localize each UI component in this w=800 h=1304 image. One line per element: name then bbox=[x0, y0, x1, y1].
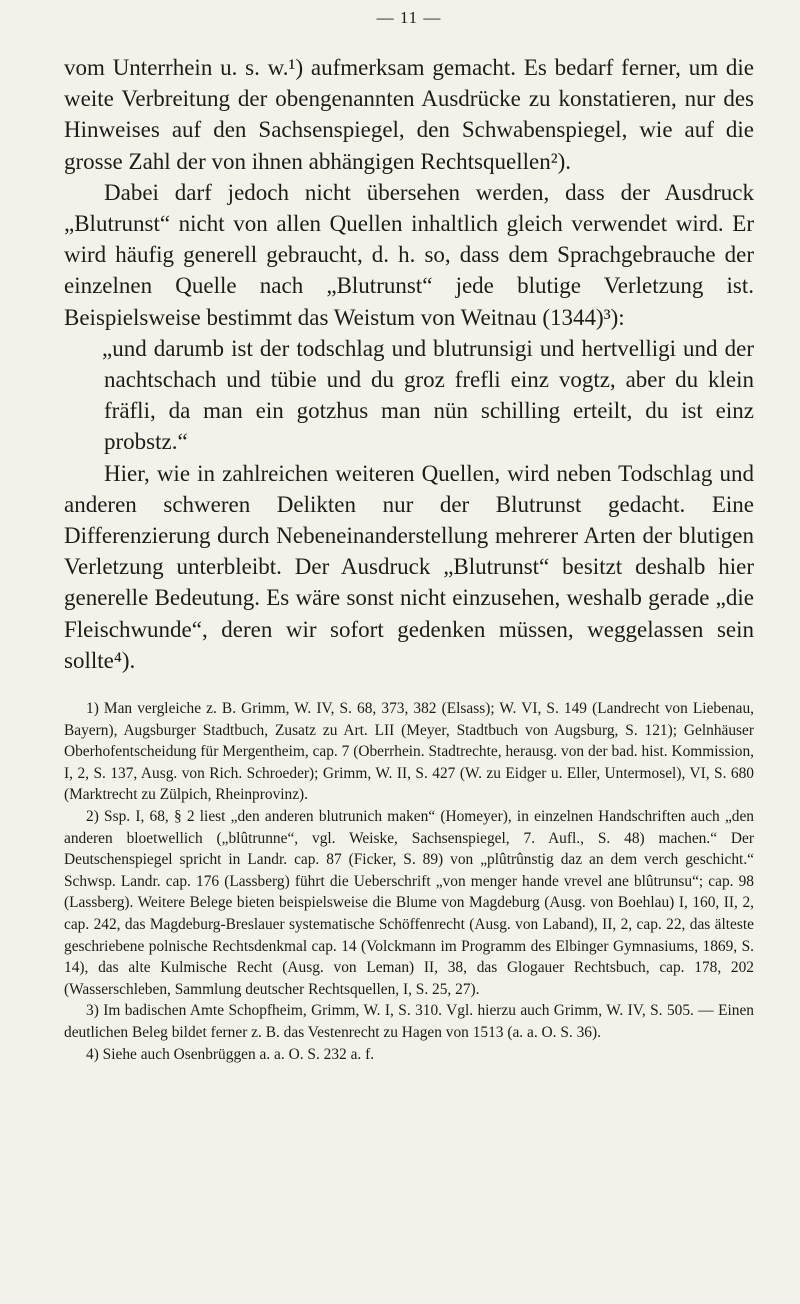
footnote-1: 1) Man vergleiche z. B. Grimm, W. IV, S. 68, 373, 382 (Elsass); W. VI, S. 149 (Landrecht von Liebenau, Bayern), Augsburger Stadtbuch, Zusatz zu Art. LII (Meyer, Stadtbuch von Augsburg, S. 121); Gelnhäuser Oberhofentscheidung für Mergentheim, cap. 7 (Oberrhein. Stadtrechte, herausg. von der bad. hist. Kommission, I, 2, S. 137, Ausg. von Rich. Schroeder); Grimm, W. II, S. 427 (W. zu Eidger u. Eller, Untermosel), VI, S. 680 (Marktrecht zu Zülpich, Rheinprovinz). bbox=[64, 700, 754, 804]
paragraph-3: Hier, wie in zahlreichen weiteren Quellen, wird neben Todschlag und anderen schweren Delikten nur der Blutrunst gedacht. Eine Differenzierung durch Nebeneinanderstellung mehrerer Arten der blutigen Verletzung unterbleibt. Der Ausdruck „Blutrunst“ besitzt deshalb hier generelle Bedeutung. Es wäre sonst nicht einzusehen, weshalb gerade „die Fleischwunde“, deren wir sofort gedenken müssen, weggelassen sein sollte⁴). bbox=[64, 460, 754, 673]
footnote-2: 2) Ssp. I, 68, § 2 liest „den anderen blutrunich maken“ (Homeyer), in einzelnen Handschriften auch „den anderen bloetwellich („blûtrunne“, vgl. Weiske, Sachsenspiegel, 7. Aufl., S. 48) machen.“ Der Deutschenspiegel spricht in Landr. cap. 87 (Ficker, S. 89) von „plûtrûnstig daz an dem verch geschicht.“ Schwsp. Landr. cap. 176 (Lassberg) führt die Ueberschrift „von menger hande vrevel ane blûtrunsu“; cap. 98 (Lassberg). Weitere Belege bieten beispielsweise die Blume von Magdeburg (Ausg. von Boehlau) I, 160, II, 2, cap. 242, das Magdeburg-Breslauer systematische Schöffenrecht (Ausg. von Laband), II, 2, cap. 22, das älteste geschriebene polnische Rechtsdenkmal cap. 14 (Volckmann im Programm des Elbinger Gymnasiums, 1869, S. 14), das alte Kulmische Recht (Ausg. von Leman) II, 38, das Glogauer Rechtsbuch, cap. 178, 202 (Wasserschleben, Sammlung deutscher Rechtsquellen, I, S. 25, 27). bbox=[64, 808, 754, 998]
quote-text: „und darumb ist der todschlag und blutrunsigi und hertvelligi und der nachtschach und tübie und du groz frefli einz vogtz, aber du klein fräfli, da man ein gotzhus man nün schilling erteilt, du ist einz probstz.“ bbox=[102, 335, 754, 455]
weistum-quote bbox=[104, 333, 754, 458]
paragraph-2: Dabei darf jedoch nicht übersehen werden, dass der Ausdruck „Blutrunst“ nicht von allen Quellen inhaltlich gleich verwendet wird. Er wird häufig generell gebraucht, d. h. so, dass dem Sprachgebrauche der einzelnen Quelle nach „Blutrunst“ jede blutige Verletzung ist. Beispielsweise bestimmt das Weistum von Weitnau (1344)³): bbox=[64, 179, 754, 330]
footnote-4: 4) Siehe auch Osenbrüggen a. a. O. S. 232 a. f. bbox=[86, 1045, 375, 1063]
paragraph-1: vom Unterrhein u. s. w.¹) aufmerksam gemacht. Es bedarf ferner, um die weite Verbreitung der obengenannten Ausdrücke zu konstatieren, nur des Hinweises auf den Sachsenspiegel, den Schwabenspiegel, wie auf die grosse Zahl der von ihnen abhängigen Rechtsquellen²). bbox=[64, 55, 754, 174]
footnote-3: 3) Im badischen Amte Schopfheim, Grimm, W. I, S. 310. Vgl. hierzu auch Grimm, W. IV, S. 505. — Einen deutlichen Beleg bildet ferner z. B. das Vestenrecht zu Hagen von 1513 (a. a. O. S. 36). bbox=[64, 1002, 754, 1041]
main-text bbox=[64, 52, 754, 676]
footnotes bbox=[64, 698, 754, 1065]
page-number: — 11 — bbox=[376, 8, 442, 27]
